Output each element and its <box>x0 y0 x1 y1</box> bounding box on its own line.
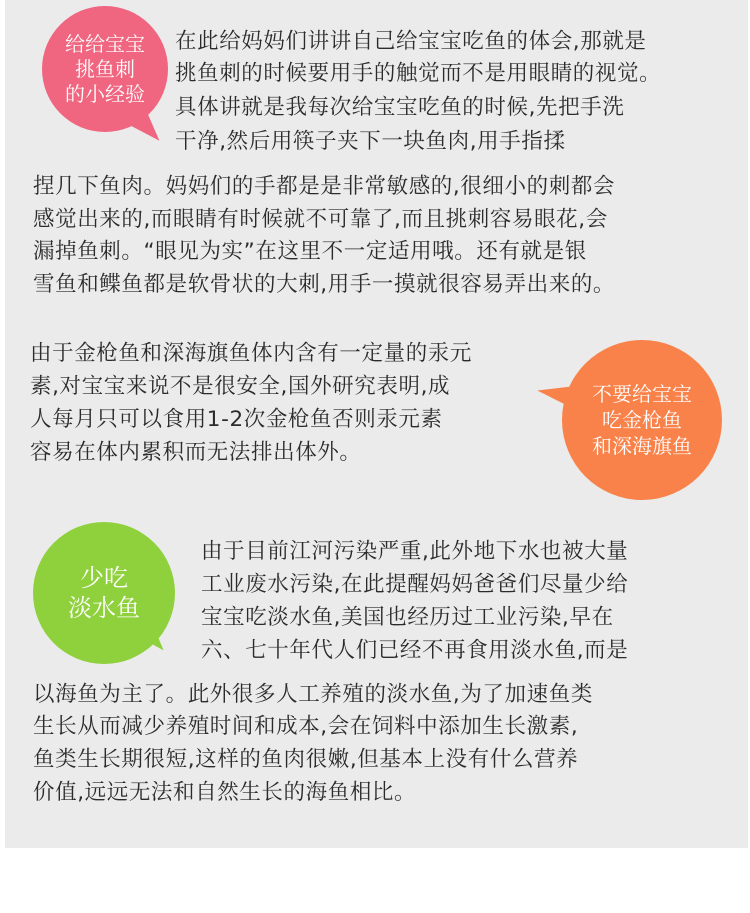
badge-tuna <box>562 340 722 500</box>
badge-freshwater-text: 少吃 淡水鱼 <box>68 564 140 622</box>
section3-line-6: 生长从而减少养殖时间和成本,会在饲料中添加生长激素, <box>33 714 579 739</box>
section3-line-2: 工业废水污染,在此提醒妈妈爸爸们尽量少给 <box>201 572 629 597</box>
badge-pick-bones <box>42 6 168 132</box>
badge-pick-bones-text: 给给宝宝 挑鱼刺 的小经验 <box>65 31 145 106</box>
badge-freshwater <box>33 522 175 664</box>
section3-line-1: 由于目前江河污染严重,此外地下水也被大量 <box>201 539 629 564</box>
section1-line-7: 漏掉鱼刺。“眼见为实”在这里不一定适用哦。还有就是银 <box>33 239 587 264</box>
section1-line-3: 具体讲就是我每次给宝宝吃鱼的时候,先把手洗 <box>175 95 625 120</box>
section2-line-2: 素,对宝宝来说不是很安全,国外研究表明,成 <box>30 374 451 399</box>
content-panel <box>5 0 748 848</box>
section2-line-3: 人每月只可以食用1-2次金枪鱼否则汞元素 <box>30 407 443 432</box>
section3-line-5: 以海鱼为主了。此外很多人工养殖的淡水鱼,为了加速鱼类 <box>33 682 593 707</box>
section1-line-6: 感觉出来的,而眼睛有时候就不可靠了,而且挑刺容易眼花,会 <box>33 207 608 232</box>
section3-line-4: 六、七十年代人们已经不再食用淡水鱼,而是 <box>201 638 629 663</box>
section1-line-4: 干净,然后用筷子夹下一块鱼肉,用手指揉 <box>175 129 566 154</box>
section1-line-1: 在此给妈妈们讲讲自己给宝宝吃鱼的体会,那就是 <box>175 29 647 54</box>
section3-line-7: 鱼类生长期很短,这样的鱼肉很嫩,但基本上没有什么营养 <box>33 747 579 772</box>
section1-line-2: 挑鱼刺的时候要用手的触觉而不是用眼睛的视觉。 <box>175 61 662 86</box>
section3-line-8: 价值,远远无法和自然生长的海鱼相比。 <box>33 780 417 805</box>
section2-line-4: 容易在体内累积而无法排出体外。 <box>30 440 362 465</box>
section3-line-3: 宝宝吃淡水鱼,美国也经历过工业污染,早在 <box>201 605 614 630</box>
section1-line-8: 雪鱼和鲽鱼都是软骨状的大刺,用手一摸就很容易弄出来的。 <box>33 272 616 297</box>
badge-tuna-text: 不要给宝宝 吃金枪鱼 和深海旗鱼 <box>592 382 692 458</box>
section2-line-1: 由于金枪鱼和深海旗鱼体内含有一定量的汞元 <box>30 341 473 366</box>
section1-line-5: 捏几下鱼肉。妈妈们的手都是是非常敏感的,很细小的刺都会 <box>33 174 616 199</box>
